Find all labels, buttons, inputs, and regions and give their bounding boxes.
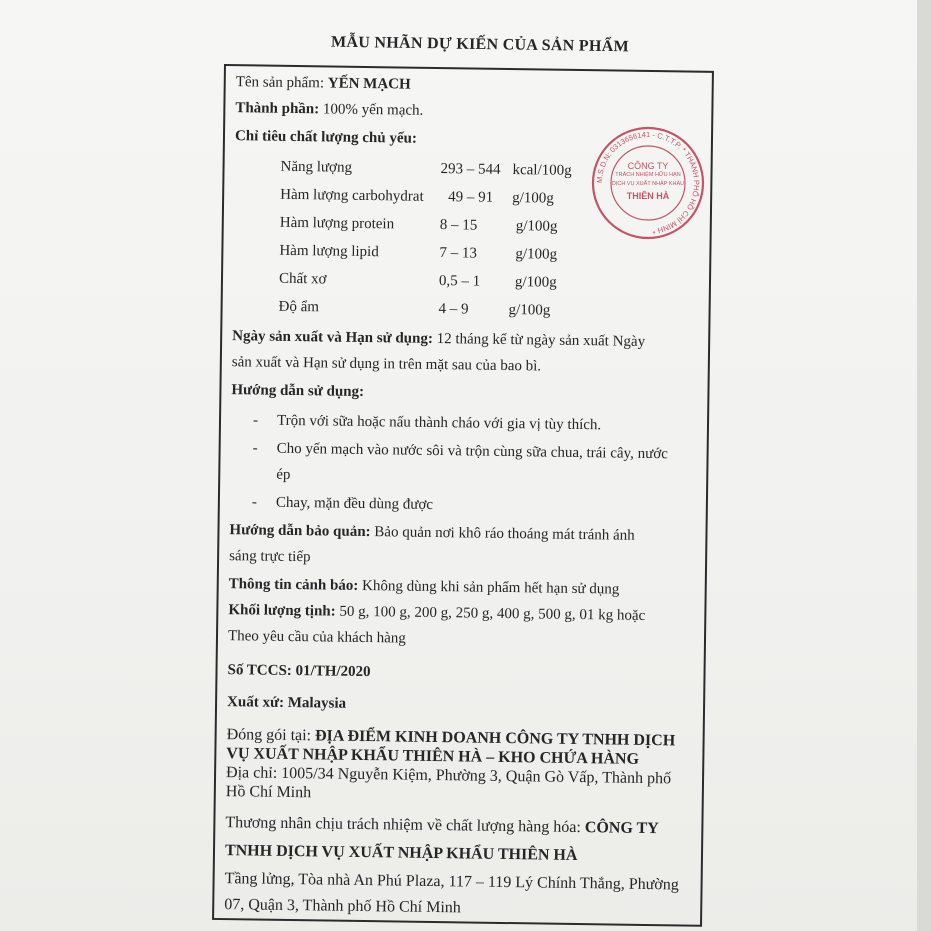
company-stamp: [590, 125, 706, 241]
weight-text-1: 50 g, 100 g, 200 g, 250 g, 400 g, 500 g, 01 kg hoặc: [339, 603, 646, 624]
packing-label: Đóng gói tại:: [226, 726, 312, 745]
quality-name: Chất xơ: [278, 270, 327, 288]
product-label: Tên sản phẩm:: [235, 74, 325, 92]
storage-line: [229, 522, 634, 545]
packing-address-2: Hồ Chí Minh: [225, 783, 312, 802]
stamp-line-4: THIÊN HÀ: [626, 191, 670, 201]
dates-text-1: 12 tháng kể từ ngày sản xuất Ngày: [436, 330, 646, 350]
usage-item-continued: ép: [276, 466, 291, 483]
quality-name: Độ ẩm: [278, 298, 320, 316]
trader-address-1: Tầng lửng, Tòa nhà An Phú Plaza, 117 – 119 Lý Chính Thắng, Phường: [224, 870, 679, 894]
quality-range: 8 – 15: [439, 217, 478, 234]
ingredients-value: 100% yến mạch.: [322, 101, 424, 119]
quality-unit: kcal/100g: [512, 162, 572, 179]
trader-address-2: 07, Quận 3, Thành phố Hồ Chí Minh: [224, 896, 461, 917]
warning-line: [229, 576, 620, 598]
quality-range: 4 – 9: [438, 301, 469, 318]
quality-name: Hàm lượng carbohydrat: [280, 186, 424, 205]
trader-name-1: CÔNG TY: [584, 819, 659, 838]
product-line: [236, 74, 411, 93]
bullet-dash: -: [251, 494, 257, 511]
quality-name: Năng lượng: [280, 158, 353, 176]
quality-range: 7 – 13: [439, 245, 477, 262]
quality-range: 49 – 91: [448, 189, 494, 206]
bullet-dash: -: [252, 412, 259, 429]
usage-item: Trộn với sữa hoặc nấu thành cháo với gia vị tùy thích.: [276, 412, 602, 434]
storage-text-1: Bảo quản nơi khô ráo thoáng mát tránh ánh: [374, 524, 635, 544]
bullet-dash: -: [252, 440, 258, 457]
stamp-line-1: CÔNG TY: [627, 161, 669, 171]
stamp-line-2: TRÁCH NHIỆM HỮU HẠN: [615, 172, 681, 178]
trader-line: [225, 814, 659, 837]
origin: Xuất xứ: Malaysia: [226, 694, 347, 712]
weight-label: Khối lượng tịnh:: [228, 602, 336, 620]
weight-line: [228, 602, 645, 625]
usage-label: Hướng dẫn sử dụng:: [231, 382, 365, 400]
stamp-ring-text: M.S.D.N: 0313656141 - C.T.T.P. * THÀNH PHỐ HỒ CHÍ MINH *: [594, 129, 702, 236]
quality-name: Hàm lượng lipid: [279, 242, 379, 261]
dates-line: [232, 328, 645, 351]
quality-unit: g/100g: [512, 190, 554, 207]
trader-name-2: TNHH DỊCH VỤ XUẤT NHẬP KHẨU THIÊN HÀ: [224, 842, 578, 865]
dates-text-2: sản xuất và Hạn sử dụng in trên mặt sau của bao bì.: [231, 354, 542, 375]
quality-unit: g/100g: [508, 301, 551, 319]
quality-unit: g/100g: [514, 274, 557, 291]
quality-range: 293 – 544: [440, 161, 501, 178]
storage-label: Hướng dẫn bảo quản:: [229, 522, 371, 541]
usage-item: Chay, mặn đều dùng được: [275, 494, 434, 513]
quality-name: Hàm lượng protein: [279, 214, 395, 233]
warning-label: Thông tin cảnh báo:: [228, 576, 359, 594]
packing-name-1: ĐỊA ĐIỂM KINH DOANH CÔNG TY TNHH DỊCH: [314, 727, 676, 750]
dates-label: Ngày sản xuất và Hạn sử dụng:: [232, 328, 434, 347]
packing-address-1: Địa chỉ: 1005/34 Nguyễn Kiệm, Phường 3, Quận Gò Vấp, Thành phố: [225, 764, 672, 788]
trader-label: Thương nhân chịu trách nhiệm về chất lượng hàng hóa:: [225, 814, 581, 837]
quality-label: Chỉ tiêu chất lượng chủ yếu:: [234, 128, 417, 147]
quality-unit: g/100g: [515, 246, 558, 263]
ingredients-label: Thành phần:: [235, 100, 320, 118]
quality-range: 0,5 – 1: [438, 273, 481, 290]
packing-name-2: VỤ XUẤT NHẬP KHẨU THIÊN HÀ – KHO CHỨA HÀNG: [226, 745, 640, 768]
weight-text-2: Theo yêu cầu của khách hàng: [227, 628, 406, 647]
paper-edge: [917, 0, 931, 931]
stamp-line-3: DỊCH VỤ XUẤT NHẬP KHẨU: [611, 181, 685, 187]
tccs-number: Số TCCS: 01/TH/2020: [227, 662, 371, 681]
usage-item: Cho yến mạch vào nước sôi và trộn cùng sữa chua, trái cây, nước: [276, 440, 668, 463]
label-header: MẪU NHÃN DỰ KIẾN CỦA SẢN PHẨM: [330, 33, 630, 56]
warning-value: Không dùng khi sản phẩm hết hạn sử dụng: [361, 577, 620, 598]
quality-unit: g/100g: [515, 218, 558, 235]
ingredients-line: [235, 100, 423, 120]
storage-text-2: sáng trực tiếp: [229, 548, 311, 566]
product-name: YẾN MẠCH: [327, 75, 411, 93]
